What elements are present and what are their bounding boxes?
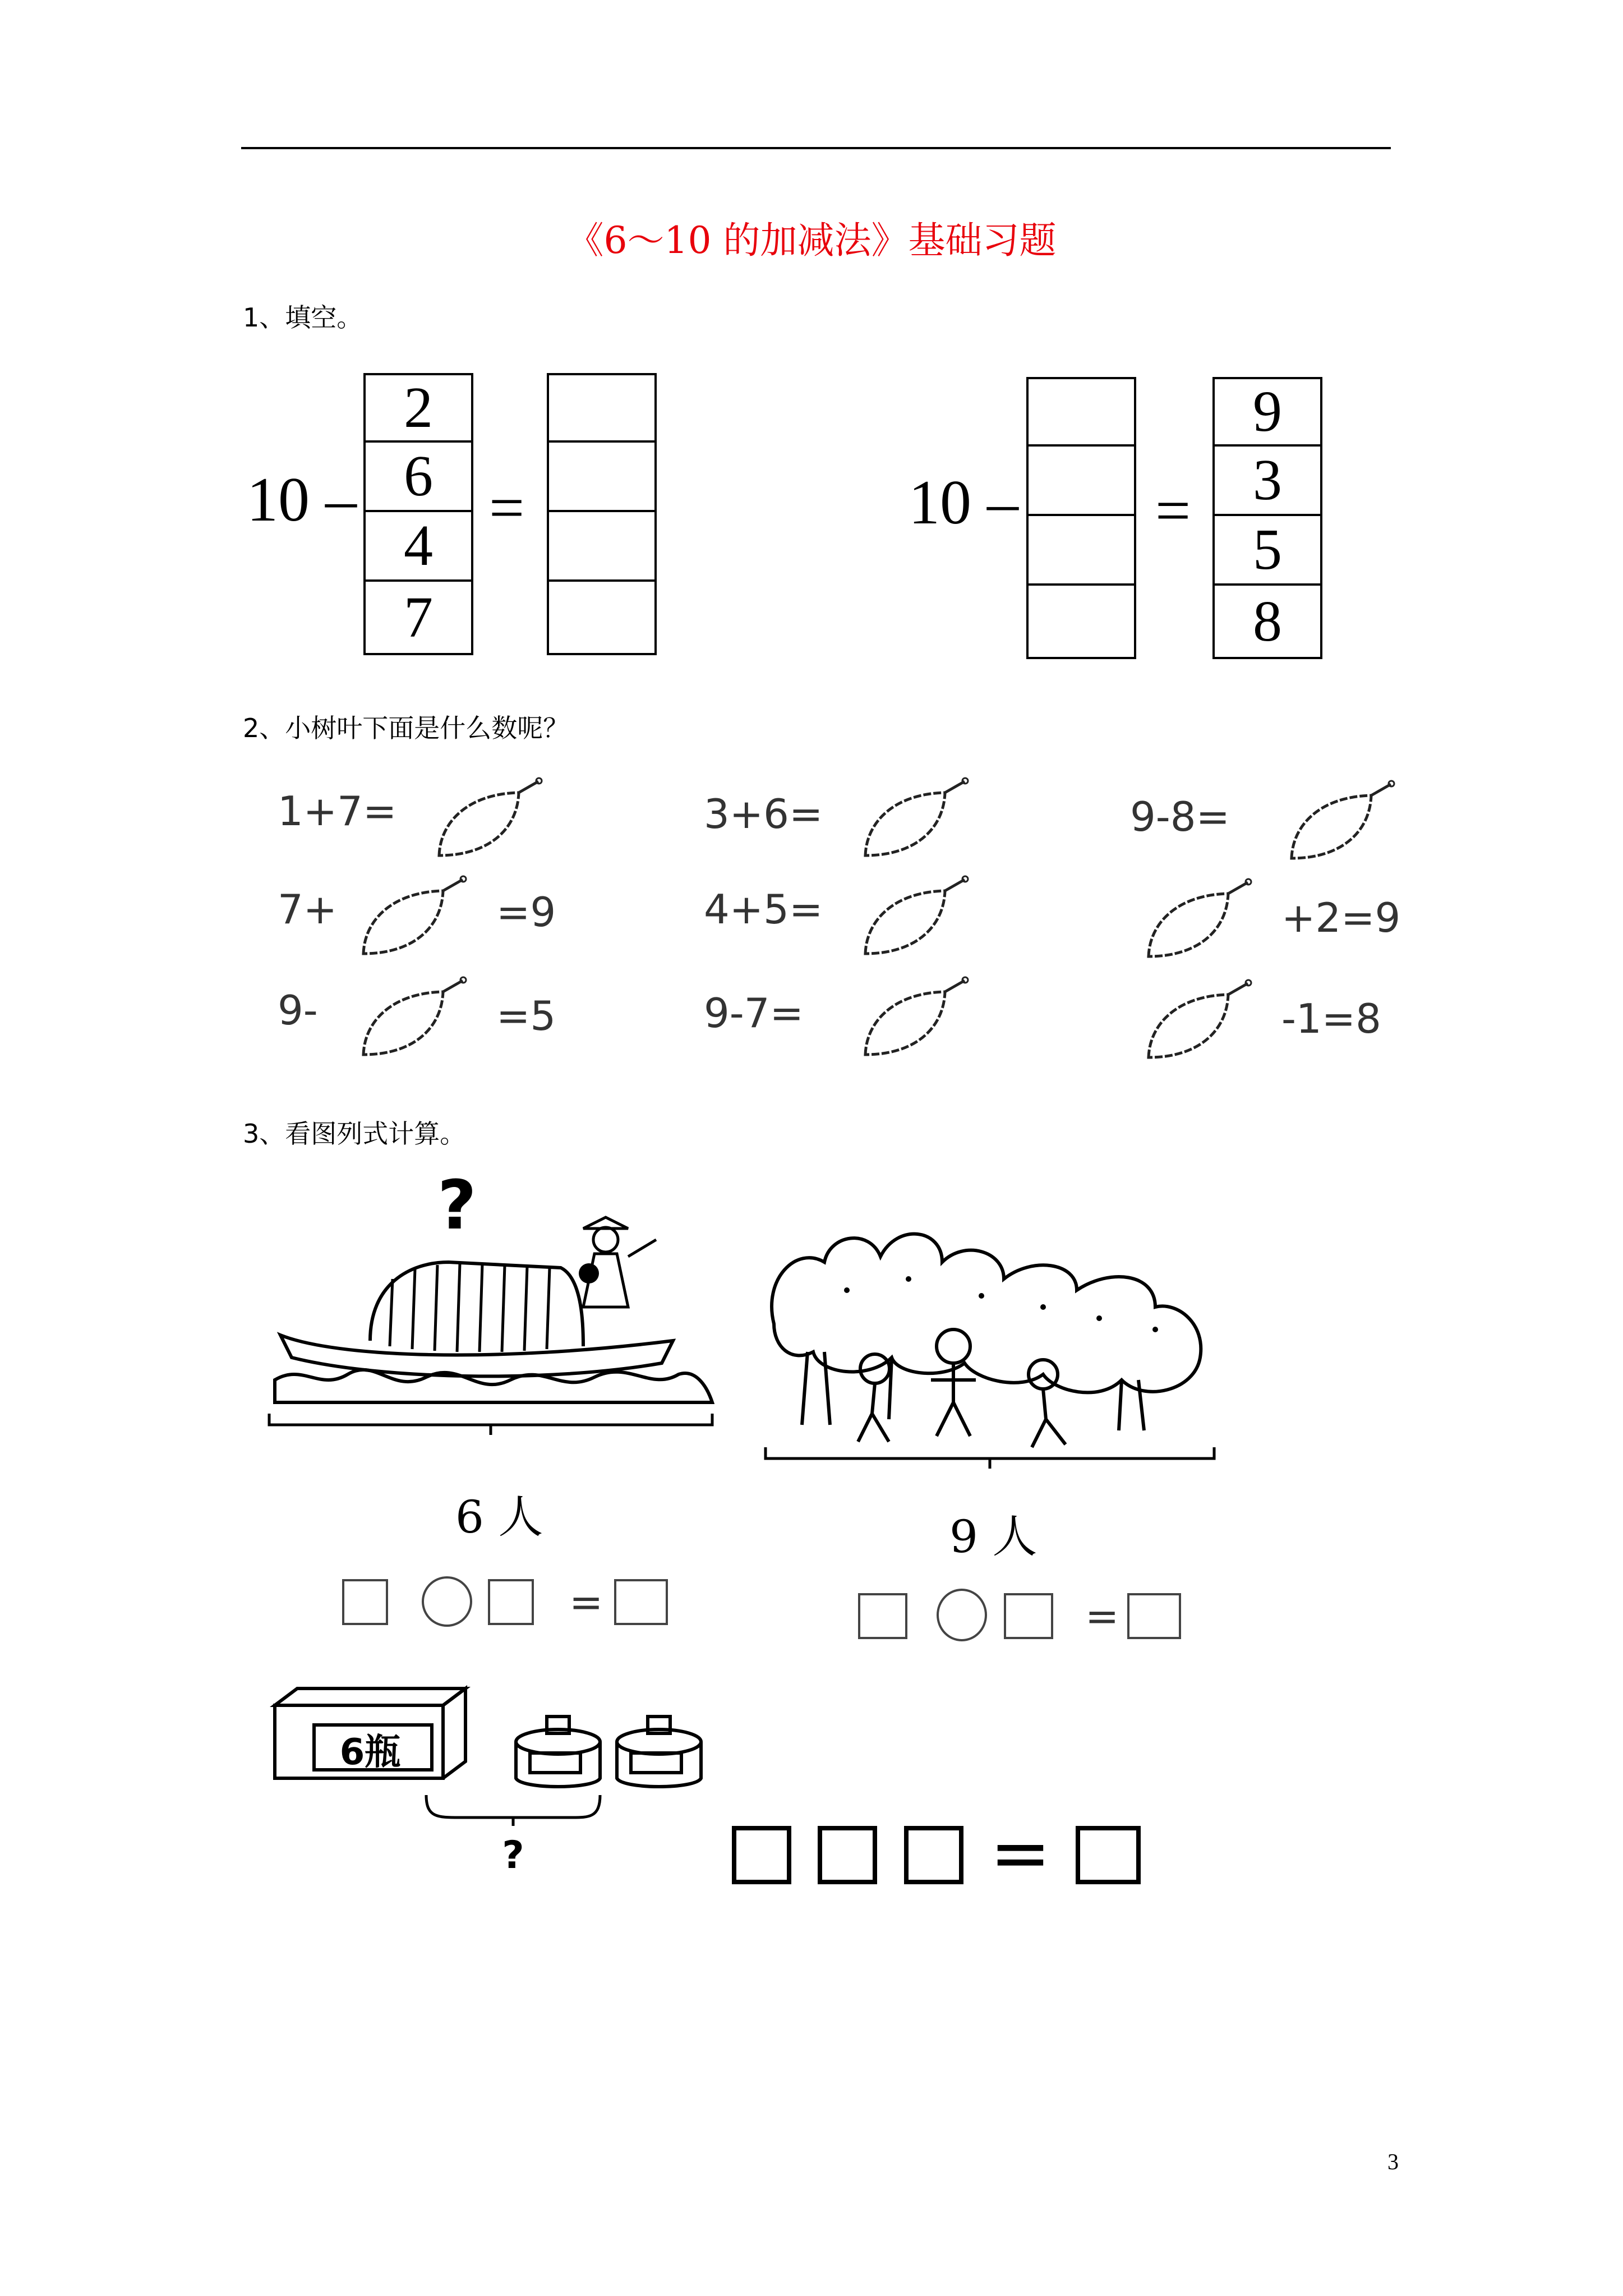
q2-r1-eq1: 1+7= — [278, 788, 397, 835]
q3-trees-operator[interactable] — [937, 1589, 987, 1641]
q2-r2-eq1-left: 7+ — [278, 886, 338, 933]
q1-right-box-4: 8 — [1212, 583, 1322, 659]
bottle-question-mark-text: ? — [502, 1833, 524, 1878]
q3-bottle-result[interactable] — [1076, 1826, 1141, 1884]
q1-right-equals: = — [1155, 476, 1191, 546]
q3-bottle-operand-1[interactable] — [732, 1826, 791, 1884]
q1-left-box-1: 2 — [363, 373, 473, 443]
question-1-label: 1、填空。 — [243, 302, 363, 333]
question-2-label: 2、小树叶下面是什么数呢？ — [243, 713, 569, 743]
leaf-icon[interactable] — [861, 979, 973, 1057]
q2-r3-eq1-right: =5 — [496, 992, 556, 1039]
leaf-icon[interactable] — [1144, 982, 1256, 1060]
trees-caption: 9 人 — [949, 1511, 1038, 1563]
q2-r3-eq1-left: 9- — [278, 987, 318, 1034]
q1-right-answer-2[interactable] — [1026, 444, 1136, 516]
q2-r3-eq3: -1=8 — [1281, 995, 1381, 1042]
q1-right-answer-1[interactable] — [1026, 377, 1136, 447]
boat-caption: 6 人 — [455, 1491, 543, 1543]
q2-r2-eq1-right: =9 — [496, 889, 556, 936]
q1-left-box-2: 6 — [363, 440, 473, 512]
q1-right-box-2: 3 — [1212, 444, 1322, 516]
leaf-icon[interactable] — [435, 780, 547, 858]
leaf-icon[interactable] — [861, 878, 973, 956]
q3-trees-result[interactable] — [1127, 1593, 1181, 1639]
trees-children-illustration — [763, 1212, 1228, 1475]
boat-illustration — [269, 1167, 729, 1447]
q1-right-box-3: 5 — [1212, 514, 1322, 586]
leaf-icon[interactable] — [359, 979, 471, 1057]
leaf-icon[interactable] — [1287, 783, 1399, 861]
header-rule — [241, 147, 1391, 149]
leaf-icon[interactable] — [1144, 881, 1256, 959]
q1-right-answer-3[interactable] — [1026, 514, 1136, 586]
q3-bottle-operator[interactable] — [818, 1826, 877, 1884]
q2-r2-eq3: +2=9 — [1281, 894, 1401, 941]
q2-r1-eq2: 3+6= — [704, 790, 823, 838]
q3-bottle-equals: = — [990, 1810, 1051, 1895]
q3-trees-operand-2[interactable] — [1004, 1593, 1053, 1639]
leaf-icon[interactable] — [861, 780, 973, 858]
page-title: 《6～10 的加减法》基础习题 — [566, 219, 1057, 262]
q3-bottle-operand-2[interactable] — [904, 1826, 963, 1884]
q1-left-answer-1[interactable] — [547, 373, 657, 443]
q3-trees-operand-1[interactable] — [858, 1593, 907, 1639]
q2-r3-eq2: 9-7= — [704, 990, 804, 1037]
q1-left-box-3: 4 — [363, 510, 473, 582]
q1-right-minuend: 10 – — [909, 468, 1018, 537]
q3-boat-equals: = — [569, 1579, 603, 1626]
question-mark-text: ? — [437, 1167, 477, 1245]
leaf-icon[interactable] — [359, 878, 471, 956]
q3-boat-operand-1[interactable] — [342, 1579, 388, 1625]
q1-right-box-1: 9 — [1212, 377, 1322, 447]
q1-left-equals: = — [489, 473, 525, 543]
q1-left-answer-4[interactable] — [547, 579, 657, 655]
bottle-box-illustration — [275, 1683, 712, 1878]
q1-left-minuend: 10 – — [247, 465, 357, 535]
q2-r2-eq2: 4+5= — [704, 886, 823, 933]
q1-left-answer-3[interactable] — [547, 510, 657, 582]
q1-left-box-4: 7 — [363, 579, 473, 655]
box-label-text: 6瓶 — [339, 1732, 401, 1773]
question-3-label: 3、看图列式计算。 — [243, 1119, 466, 1149]
q1-right-answer-4[interactable] — [1026, 583, 1136, 659]
q2-r1-eq3: 9-8= — [1130, 793, 1230, 840]
q3-boat-operand-2[interactable] — [488, 1579, 534, 1625]
q1-left-answer-2[interactable] — [547, 440, 657, 512]
q3-boat-result[interactable] — [614, 1579, 668, 1625]
page-number: 3 — [1387, 2149, 1399, 2174]
q3-trees-equals: = — [1085, 1593, 1119, 1640]
q3-boat-operator[interactable] — [422, 1576, 472, 1627]
